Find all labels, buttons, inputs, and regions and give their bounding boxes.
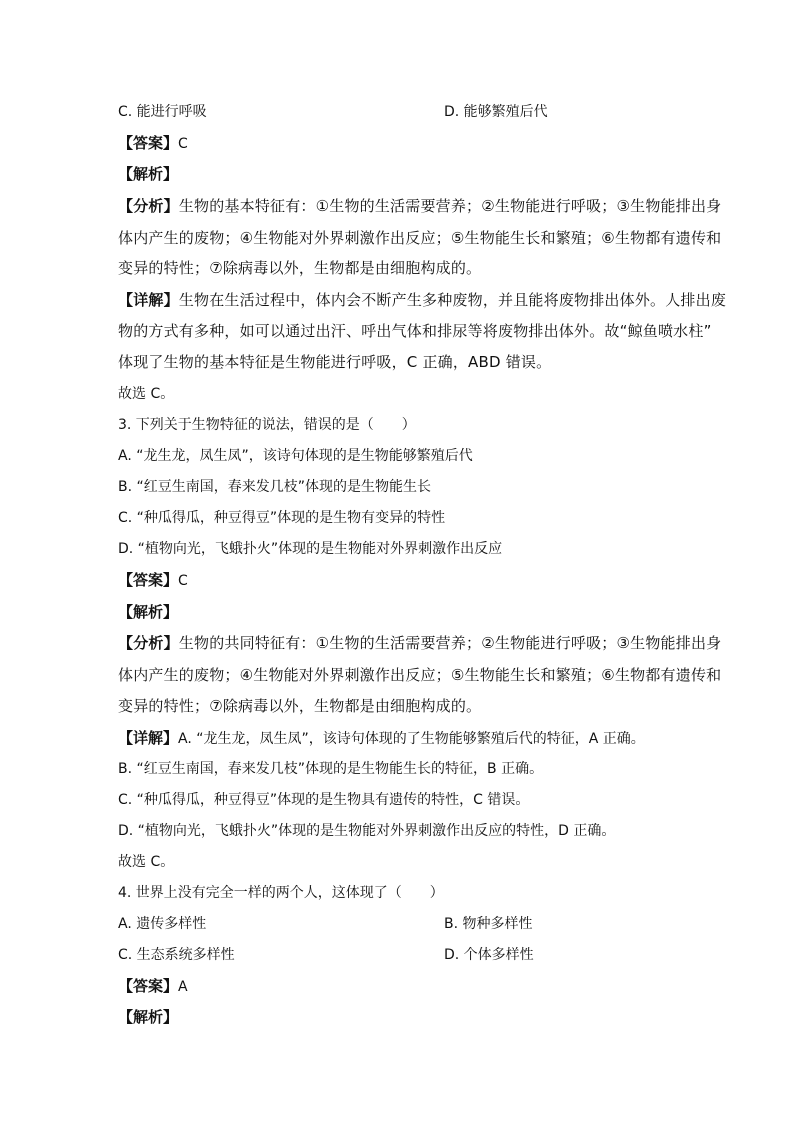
- q2-option-d: D. 能够繁殖后代: [444, 104, 548, 120]
- q2-fenxi-line-2: 体内产生的废物；④生物能对外界刺激作出反应；⑤生物能生长和繁殖；⑥生物都有遗传和: [118, 229, 722, 247]
- q4-option-b: B. 物种多样性: [444, 916, 533, 932]
- q3-option-a: A. “龙生龙，凤生凤”，该诗句体现的是生物能够繁殖后代: [118, 448, 473, 464]
- xiangjie-text: A. “龙生龙，凤生凤”，该诗句体现的了生物能够繁殖后代的特征，A 正确。: [178, 731, 645, 747]
- q2-conclusion: 故选 C。: [118, 386, 175, 402]
- q2-answer: [118, 133, 188, 154]
- fenxi-text: 生物的基本特征有：①生物的生活需要营养；②生物能进行呼吸；③生物能排出身: [178, 197, 722, 215]
- q3-stem: 3. 下列关于生物特征的说法，错误的是（ ）: [118, 417, 416, 433]
- q2-option-c: C. 能进行呼吸: [118, 104, 207, 120]
- answer-tag: 【答案】: [118, 134, 179, 152]
- answer-value: A: [178, 979, 188, 995]
- xiangjie-tag: 【详解】: [118, 729, 179, 747]
- q3-option-c: C. “种瓜得瓜，种豆得豆”体现的是生物有变异的特性: [118, 510, 446, 526]
- q3-fenxi-line-1: [118, 633, 721, 653]
- fenxi-tag: 【分析】: [118, 197, 179, 215]
- q4-answer: [118, 976, 188, 997]
- q3-jiexi-heading: 【解析】: [118, 603, 179, 621]
- q4-option-a: A. 遗传多样性: [118, 916, 207, 932]
- answer-value: C: [178, 573, 188, 589]
- xiangjie-text: 生物在生活过程中，体内会不断产生多种废物，并且能将废物排出体外。人排出废: [178, 291, 727, 309]
- q3-xiangjie-line-1: [118, 728, 645, 749]
- fenxi-text: 生物的共同特征有：①生物的生活需要营养；②生物能进行呼吸；③生物能排出身: [178, 634, 722, 652]
- q3-xiangjie-line-3: C. “种瓜得瓜，种豆得豆”体现的是生物具有遗传的特性，C 错误。: [118, 792, 530, 808]
- answer-value: C: [178, 136, 188, 152]
- q3-xiangjie-line-2: B. “红豆生南国，春来发几枝”体现的是生物能生长的特征，B 正确。: [118, 761, 544, 777]
- answer-tag: 【答案】: [118, 571, 179, 589]
- q2-xiangjie-line-1: [118, 290, 726, 310]
- q2-fenxi-line-1: [118, 196, 721, 216]
- fenxi-tag: 【分析】: [118, 634, 179, 652]
- q2-jiexi-heading: 【解析】: [118, 165, 179, 183]
- answer-tag: 【答案】: [118, 977, 179, 995]
- q4-option-c: C. 生态系统多样性: [118, 947, 235, 963]
- q2-xiangjie-line-3: 体现了生物的基本特征是生物能进行呼吸，C 正确，ABD 错误。: [118, 353, 552, 371]
- q2-fenxi-line-3: 变异的特性；⑦除病毒以外，生物都是由细胞构成的。: [118, 259, 482, 277]
- q3-conclusion: 故选 C。: [118, 854, 175, 870]
- q4-jiexi-heading: 【解析】: [118, 1008, 179, 1026]
- q3-option-d: D. “植物向光，飞蛾扑火”体现的是生物能对外界刺激作出反应: [118, 541, 503, 557]
- xiangjie-tag: 【详解】: [118, 291, 179, 309]
- q3-xiangjie-line-4: D. “植物向光，飞蛾扑火”体现的是生物能对外界刺激作出反应的特性，D 正确。: [118, 823, 616, 839]
- q3-option-b: B. “红豆生南国，春来发几枝”体现的是生物能生长: [118, 479, 432, 495]
- q4-stem: 4. 世界上没有完全一样的两个人，这体现了（ ）: [118, 885, 444, 901]
- q2-xiangjie-line-2: 物的方式有多种，如可以通过出汗、呼出气体和排尿等将废物排出体外。故“鲸鱼喷水柱”: [118, 322, 712, 340]
- q3-fenxi-line-2: 体内产生的废物；④生物能对外界刺激作出反应；⑤生物能生长和繁殖；⑥生物都有遗传和: [118, 666, 722, 684]
- q3-answer: [118, 570, 188, 591]
- q3-fenxi-line-3: 变异的特性；⑦除病毒以外，生物都是由细胞构成的。: [118, 697, 482, 715]
- q4-option-d: D. 个体多样性: [444, 947, 534, 963]
